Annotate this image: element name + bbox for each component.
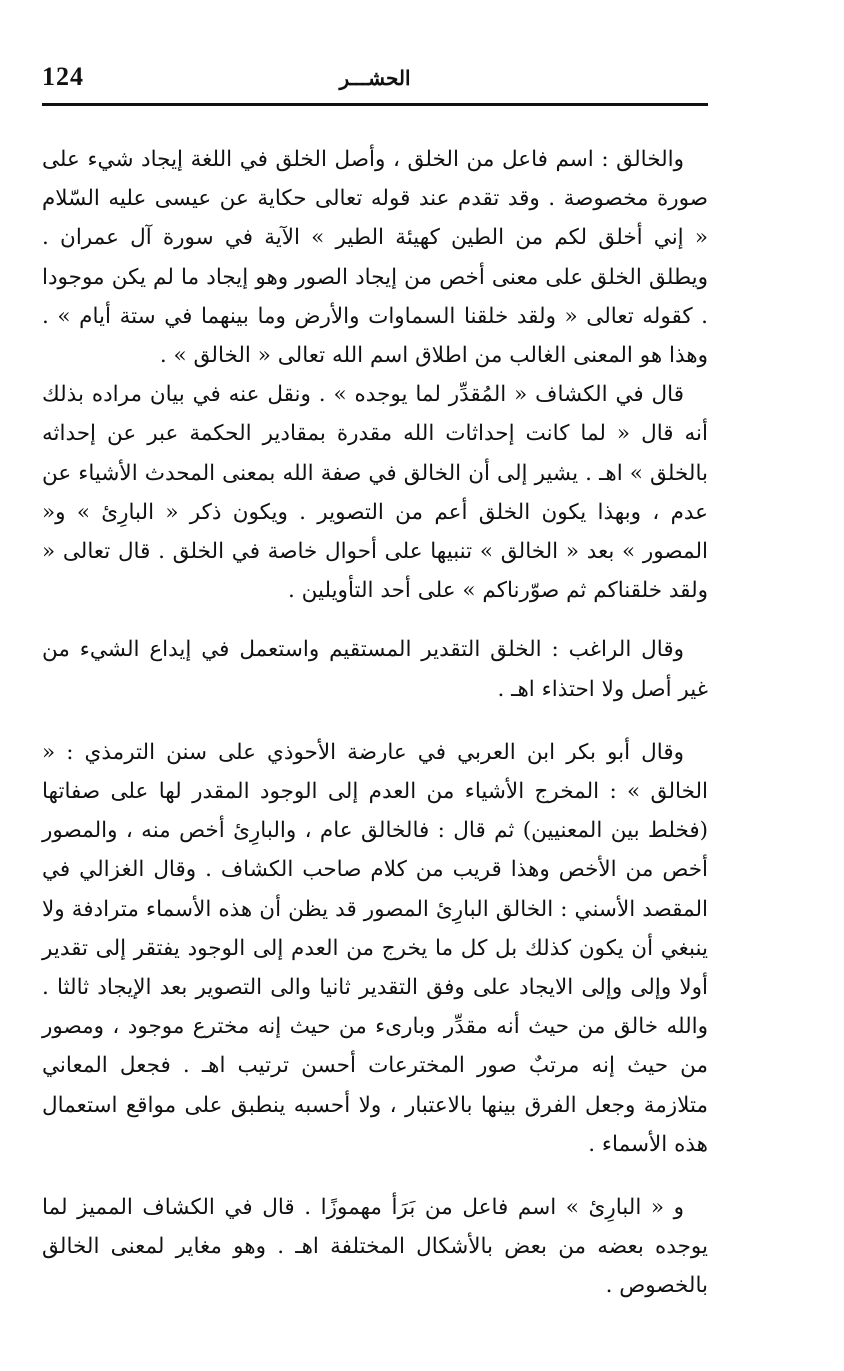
paragraph-raghib: وقال الراغب : الخلق التقدير المستقيم واستعمل في إيداع الشيء من غير أصل ولا احتذاء اهـ .: [42, 637, 708, 702]
page-header: [42, 58, 708, 102]
paragraph-ibn-arabi-ghazali: وقال أبو بكر ابن العربي في عارضة الأحوذي على سنن الترمذي : « الخالق » : المخرج الأشياء من العدم إلى الوجود المقدر لها على صفاتها (فخلط بين المعنيين) ثم قال : فالخالق عام ، والبارِئ أخص منه ، والمصور أخص من الأخص وهذا قريب من كلام صاحب الكشاف . وقال الغزالي في المقصد الأسني : الخالق البارِئ المصور قد يظن أن هذه الأسماء مترادفة ولا ينبغي أن يكون كذلك بل كل ما يخرج من العدم إلى الوجود يفتقر إلى تقدير أولا وإلى وإلى الايجاد على وفق التقدير ثانيا والى التصوير بعد الإيجاد ثالثا . والله خالق من حيث أنه مقدِّر وبارىء من حيث إنه مخترع موجود ، ومصور من حيث إنه مرتبٌ صور المخترعات أحسن ترتيب اهـ . فجعل المعاني متلازمة وجعل الفرق بينها بالاعتبار ، ولا أحسبه ينطبق على مواقع استعمال هذه الأسماء .: [42, 739, 708, 1157]
header-divider: [42, 103, 708, 106]
running-title: الحشـــر: [339, 66, 411, 90]
paragraph-khaliq-definition: والخالق : اسم فاعل من الخلق ، وأصل الخلق في اللغة إيجاد شيء على صورة مخصوصة . وقد تقدم عند قوله تعالى حكاية عن عيسى عليه السّلام « إني أخلق لكم من الطين كهيئة الطير » الآية في سورة آل عمران . ويطلق الخلق على معنى أخص من إيجاد الصور وهو إيجاد ما لم يكن موجودا . كقوله تعالى « ولقد خلقنا السماوات والأرض وما بينهما في ستة أيام » . وهذا هو المعنى الغالب من اطلاق اسم الله تعالى « الخالق » .: [42, 147, 708, 369]
paragraph-bari: و « البارِئ » اسم فاعل من بَرَأ مهموزًا . قال في الكشاف المميز لما يوجده بعضه من بعض بالأشكال المختلفة اهـ . وهو مغاير لمعنى الخالق بالخصوص .: [42, 1195, 708, 1299]
paragraph-kashshaf: قال في الكشاف « المُقدِّر لما يوجده » . ونقل عنه في بيان مراده بذلك أنه قال « لما كانت إحداثات الله مقدرة بمقادير الحكمة عبر عن إحداثه بالخلق » اهـ . يشير إلى أن الخالق في صفة الله بمعنى المحدث الأشياء عن عدم ، وبهذا يكون الخلق أعم من التصوير . ويكون ذكر « البارِئ » و« المصور » بعد « الخالق » تنبيها على أحوال خاصة في الخلق . قال تعالى « ولقد خلقناكم ثم صوّرناكم » على أحد التأويلين .: [42, 382, 708, 604]
page-number: 124: [42, 62, 84, 91]
body-text: [42, 140, 708, 1306]
